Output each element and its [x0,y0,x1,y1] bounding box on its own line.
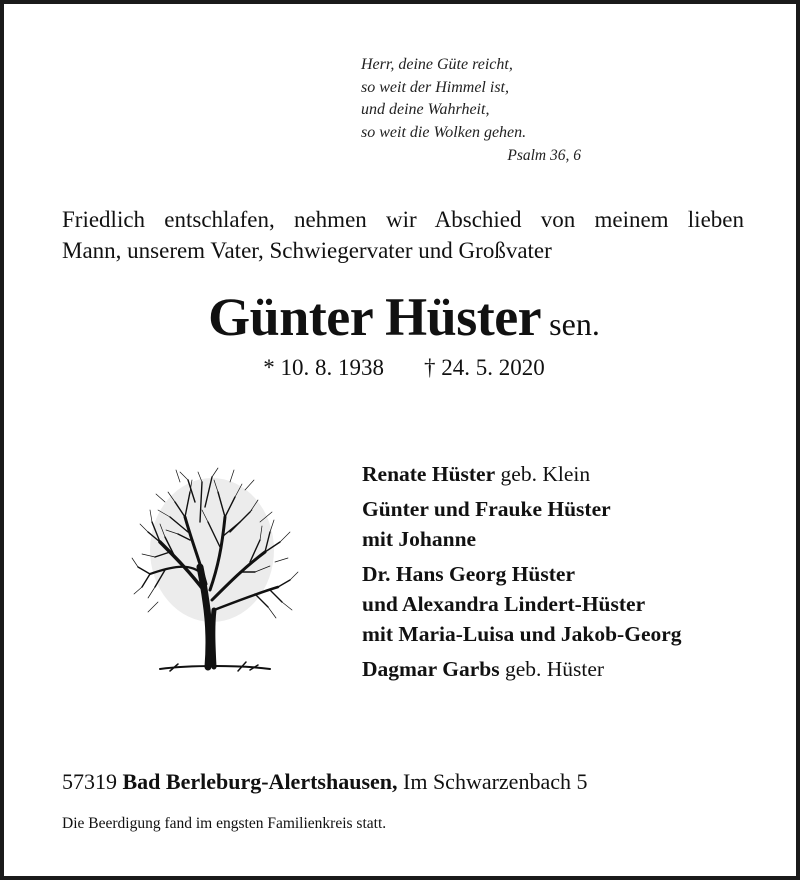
mourners-list [362,459,782,689]
verse-line: so weit der Himmel ist, [361,78,509,96]
death-date: † 24. 5. 2020 [424,355,545,380]
mourner-group [362,559,782,649]
mourner-group [362,494,782,554]
bible-verse [361,54,621,168]
intro-line: Friedlich entschlafen, nehmen wir Abschied von meinem lieben [62,207,744,232]
mourner-line [362,619,782,649]
maiden-name: geb. Klein [495,462,591,486]
birth-date: * 10. 8. 1938 [263,355,384,380]
mourner-name: mit Johanne [362,527,477,551]
mourner-name: Günter und Frauke Hüster [362,497,611,521]
deceased-suffix: sen. [549,306,600,342]
deceased-name [4,286,800,348]
address [62,769,762,795]
mourner-name: Dr. Hans Georg Hüster [362,562,575,586]
mourner-line [362,559,782,589]
mourner-line [362,589,782,619]
verse-line: und deine Wahrheit, [361,101,490,118]
tree-icon [130,462,300,677]
mourner-name: und Alexandra Lindert-Hüster [362,592,646,616]
funeral-note: Die Beerdigung fand im engsten Familienkreis statt. [62,815,387,832]
life-dates [4,355,800,381]
intro-line: Mann, unserem Vater, Schwiegervater und Großvater [62,238,552,263]
mourner-line [362,654,782,684]
maiden-name: geb. Hüster [499,657,605,681]
mourner-line [362,524,782,554]
verse-line: so weit die Wolken gehen. [361,123,527,141]
mourner-name: Renate Hüster [362,462,496,486]
mourner-name: mit Maria-Luisa und Jakob-Georg [362,622,682,646]
verse-source: Psalm 36, 6 [507,147,581,164]
town: Bad Berleburg-Alertshausen, [122,769,398,794]
mourner-group [362,654,782,684]
verse-line: Herr, deine Güte reicht, [361,56,513,73]
mourner-line [362,459,782,489]
postcode: 57319 [62,769,117,794]
mourner-group [362,459,782,489]
intro-text [62,204,744,266]
mourner-name: Dagmar Garbs [362,657,500,681]
mourner-line [362,494,782,524]
street: Im Schwarzenbach 5 [403,769,588,794]
deceased-full-name: Günter Hüster [208,287,542,347]
